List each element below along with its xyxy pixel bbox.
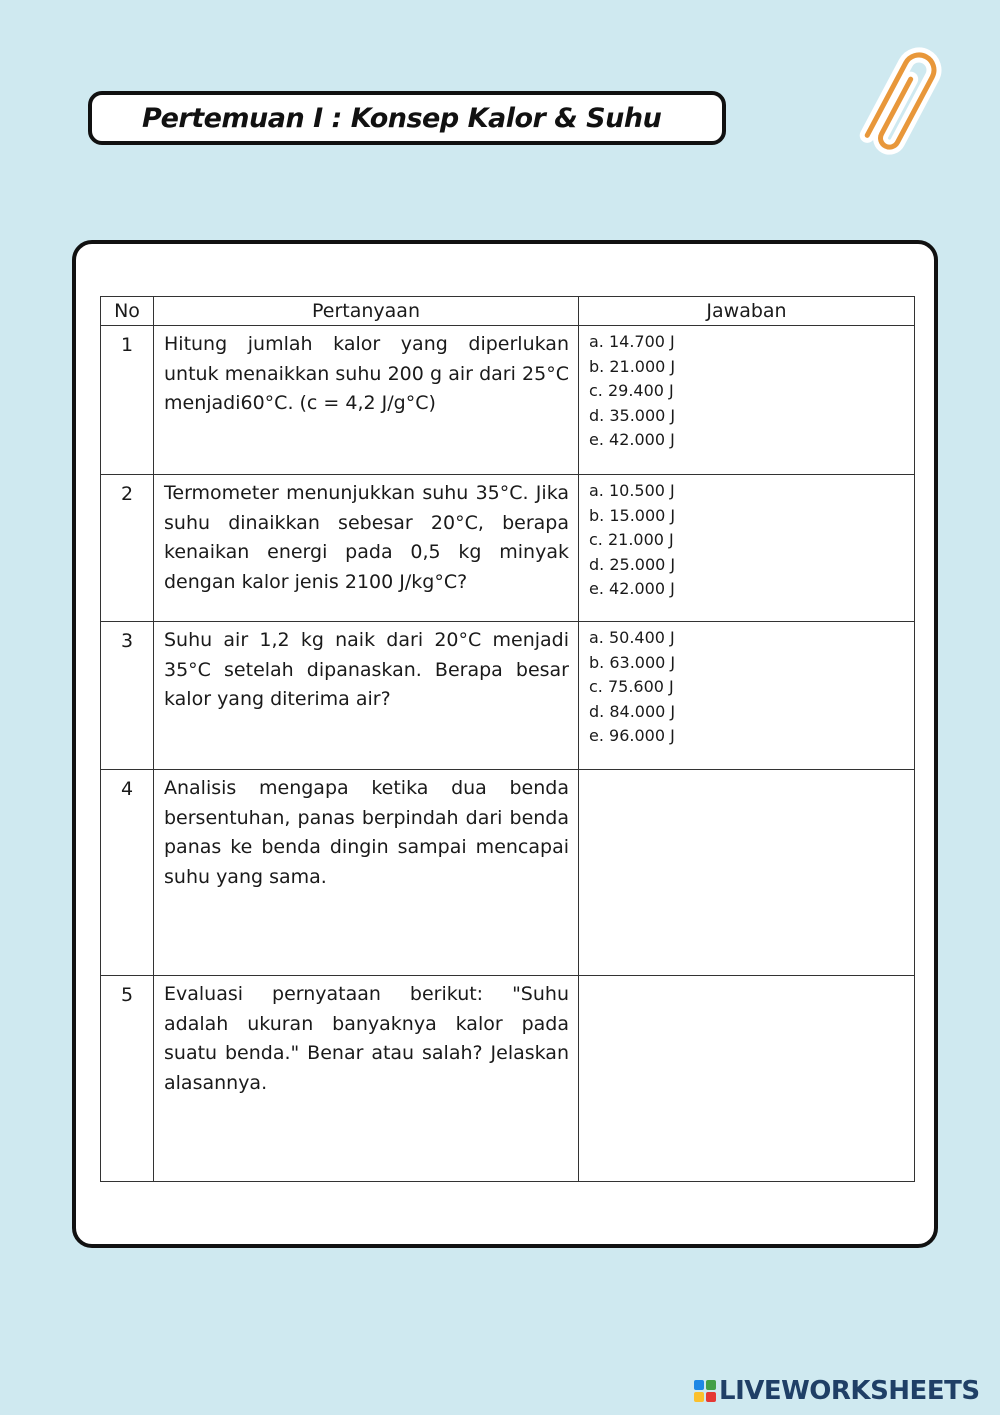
paperclip-icon: [848, 30, 958, 170]
answer-area[interactable]: [579, 770, 915, 976]
liveworksheets-logo: [694, 1376, 980, 1406]
row-number: 5: [101, 976, 154, 1182]
option-b[interactable]: b. 21.000 J: [589, 356, 676, 376]
logo-text: LIVEWORKSHEETS: [719, 1376, 980, 1406]
question-text: Evaluasi pernyataan berikut: "Suhu adalah ukuran banyaknya kalor pada suatu benda." Benar atau salah? Jelaskan alasannya.: [154, 976, 579, 1182]
row-number: 1: [101, 326, 154, 475]
question-text: Termometer menunjukkan suhu 35°C. Jika suhu dinaikkan sebesar 20°C, berapa kenaikan energi pada 0,5 kg minyak dengan kalor jenis 2100 J/kg°C?: [154, 475, 579, 622]
question-text: Hitung jumlah kalor yang diperlukan untuk menaikkan suhu 200 g air dari 25°C menjadi60°C. (c = 4,2 J/g°C): [154, 326, 579, 475]
table-row: [101, 770, 915, 976]
logo-mark-square: [706, 1380, 716, 1390]
table-row: [101, 475, 915, 622]
option-e[interactable]: e. 42.000 J: [589, 430, 675, 450]
option-e[interactable]: e. 42.000 J: [589, 579, 675, 599]
worksheet-card: [72, 240, 938, 1248]
option-e[interactable]: e. 96.000 J: [589, 726, 675, 746]
option-c[interactable]: c. 29.400 J: [589, 381, 674, 401]
answer-options: [579, 326, 915, 475]
header-question: Pertanyaan: [154, 297, 579, 326]
table-row: [101, 976, 915, 1182]
question-text: Analisis mengapa ketika dua benda bersentuhan, panas berpindah dari benda panas ke benda dingin sampai mencapai suhu yang sama.: [154, 770, 579, 976]
logo-mark-square: [694, 1380, 704, 1390]
title-banner: [88, 91, 726, 145]
row-number: 4: [101, 770, 154, 976]
logo-mark-square: [706, 1392, 716, 1402]
option-d[interactable]: d. 84.000 J: [589, 701, 676, 721]
question-table: [100, 296, 915, 1182]
option-d[interactable]: d. 35.000 J: [589, 405, 676, 425]
option-a[interactable]: a. 14.700 J: [589, 332, 675, 351]
table-header-row: [101, 297, 915, 326]
answer-area[interactable]: [579, 976, 915, 1182]
option-a[interactable]: a. 10.500 J: [589, 481, 675, 500]
row-number: 2: [101, 475, 154, 622]
logo-mark-icon: [694, 1380, 716, 1402]
option-b[interactable]: b. 15.000 J: [589, 505, 676, 525]
page-title: Pertemuan I : Konsep Kalor & Suhu: [142, 102, 662, 134]
answer-options: [579, 475, 915, 622]
option-a[interactable]: a. 50.400 J: [589, 628, 675, 647]
logo-mark-square: [694, 1392, 704, 1402]
option-d[interactable]: d. 25.000 J: [589, 554, 676, 574]
option-c[interactable]: c. 21.000 J: [589, 530, 674, 550]
header-answer: Jawaban: [579, 297, 915, 326]
row-number: 3: [101, 622, 154, 770]
header-no: No: [101, 297, 154, 326]
answer-options: [579, 622, 915, 770]
option-c[interactable]: c. 75.600 J: [589, 677, 674, 697]
option-b[interactable]: b. 63.000 J: [589, 652, 676, 672]
table-row: [101, 326, 915, 475]
table-row: [101, 622, 915, 770]
question-text: Suhu air 1,2 kg naik dari 20°C menjadi 35°C setelah dipanaskan. Berapa besar kalor yang diterima air?: [154, 622, 579, 770]
